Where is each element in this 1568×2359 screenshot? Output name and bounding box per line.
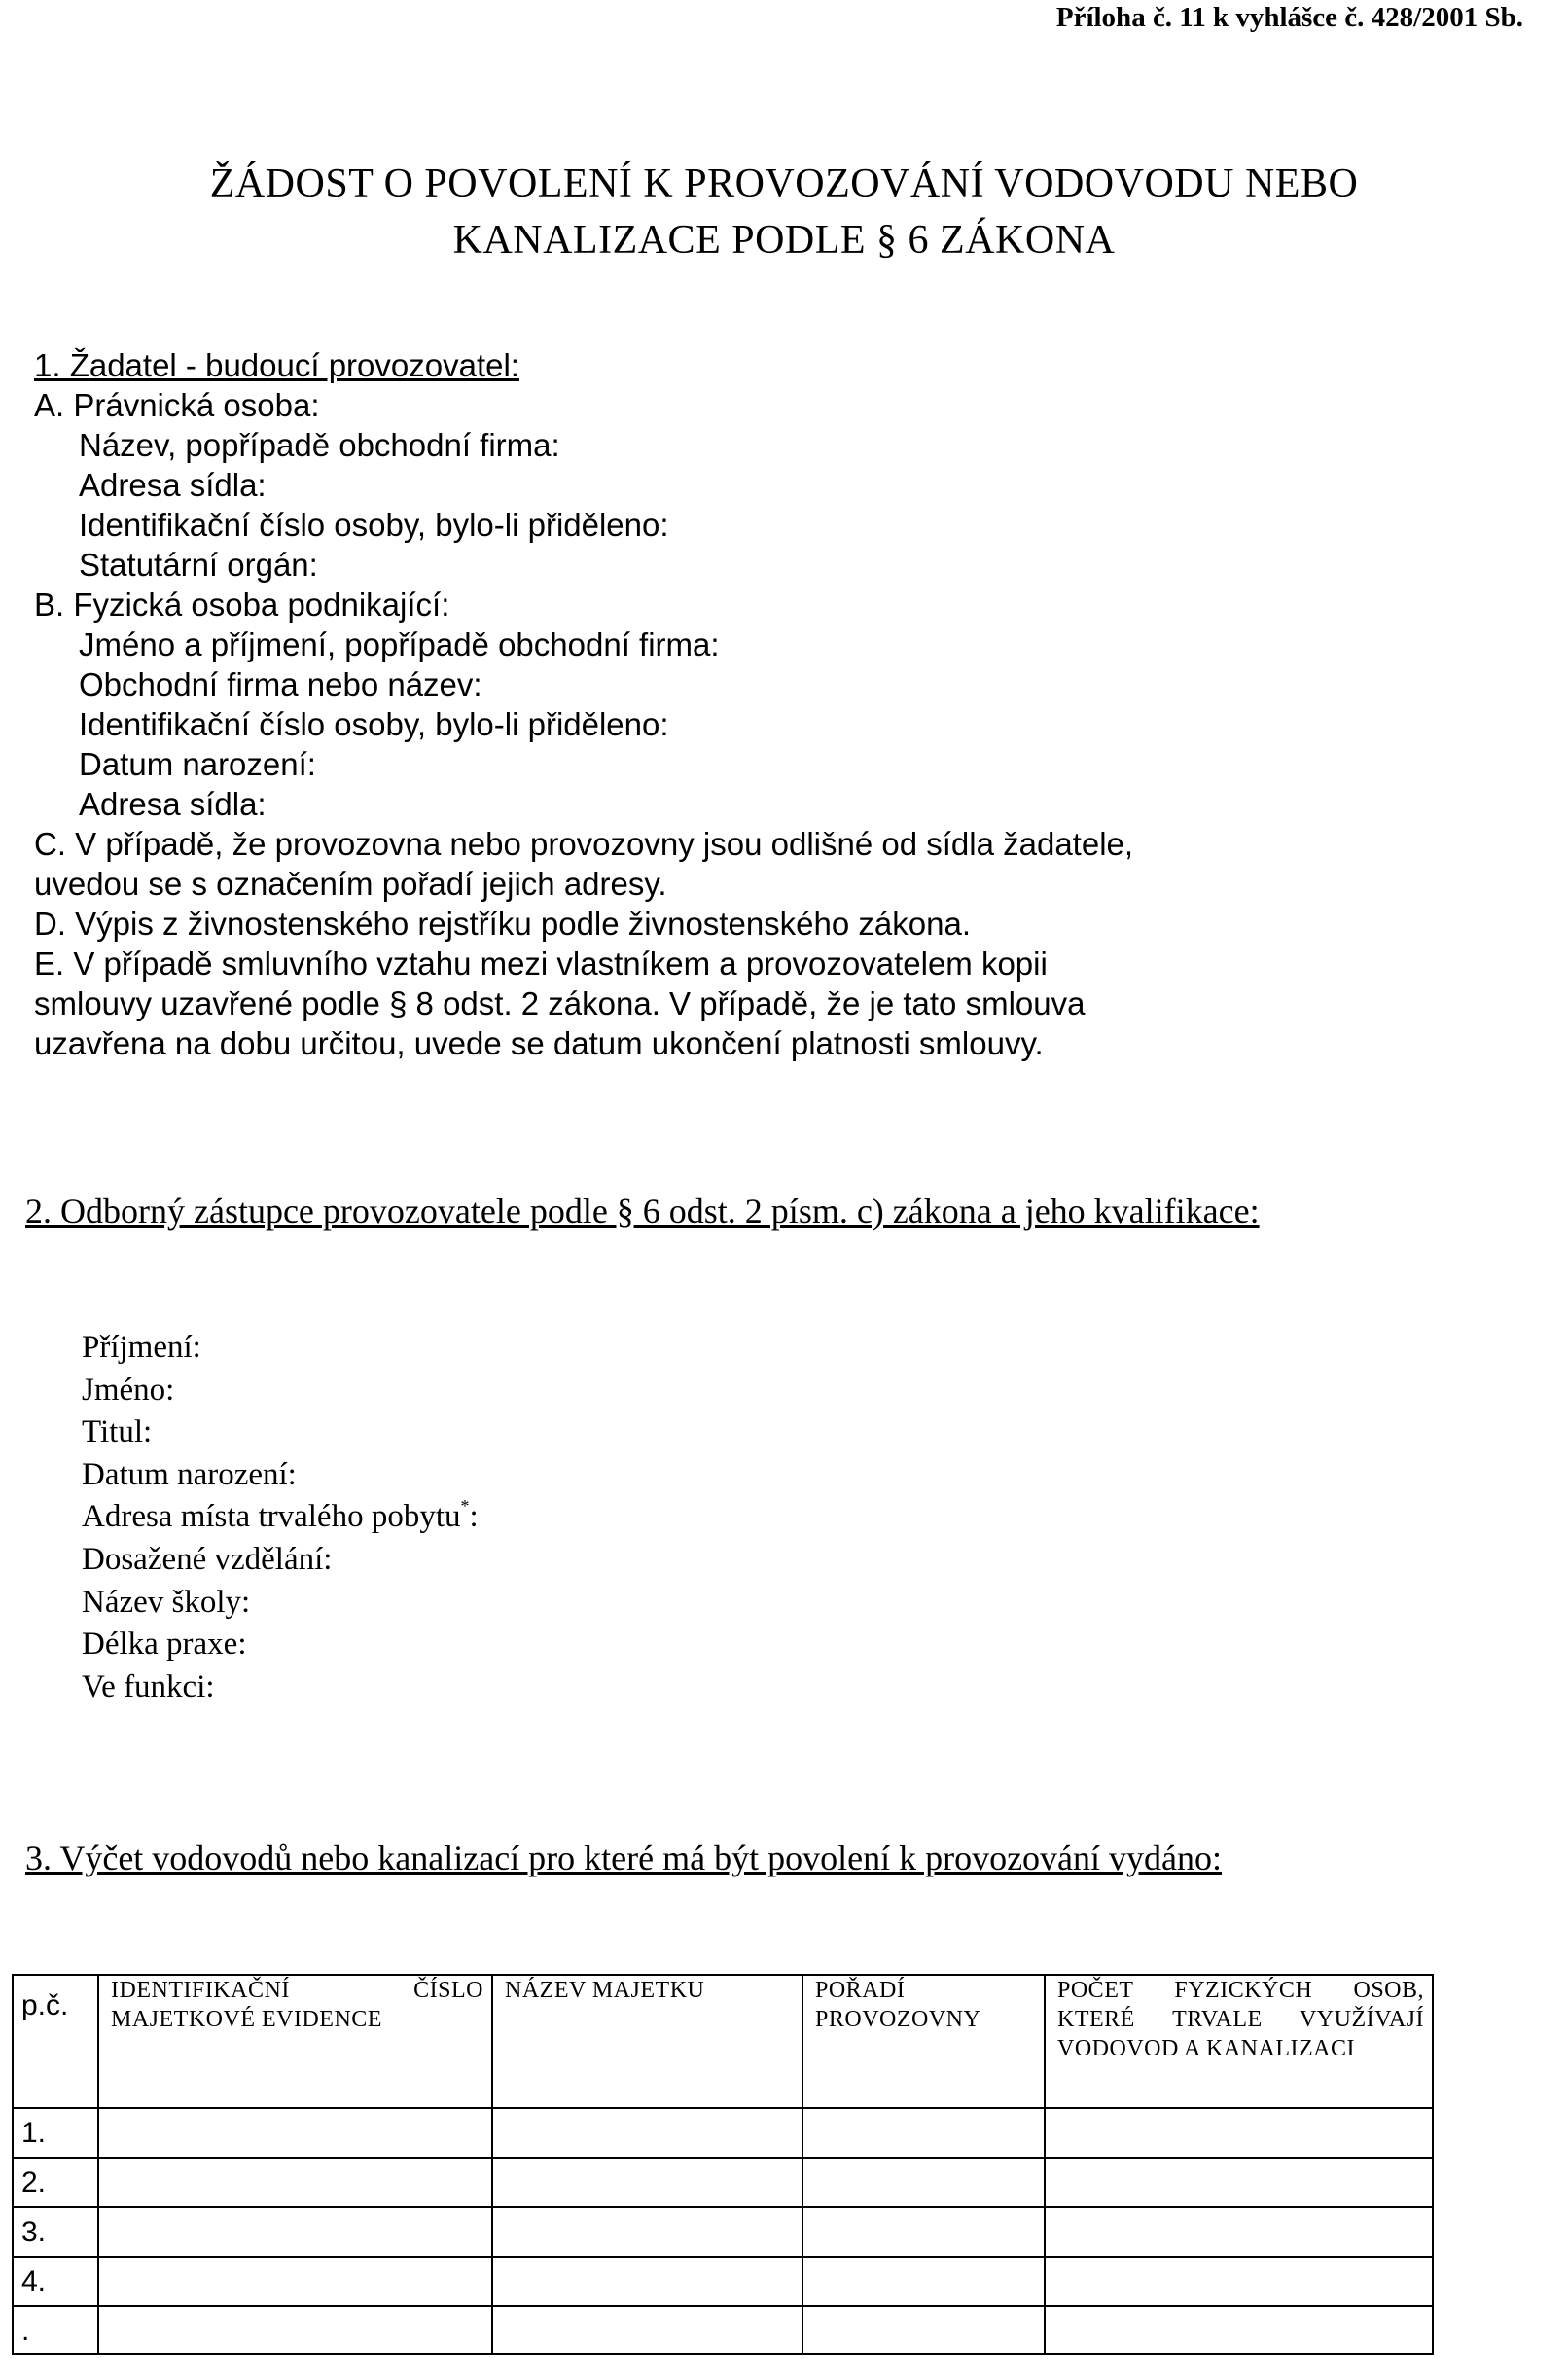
table-cell [492,2207,802,2257]
row-number: 3. [13,2207,98,2257]
table-cell [98,2158,492,2207]
table-cell [492,2257,802,2306]
legal-person-address-field: Adresa sídla: [79,467,267,503]
table-cell [802,2306,1045,2354]
birthdate-field: Datum narození: [82,1456,297,1492]
item-c-line-2: uvedou se s označením pořadí jejich adresy. [34,866,667,902]
col-header-facility-order: POŘADÍ PROVOZOVNY [802,1975,1045,2108]
legal-person-statutory-field: Statutární orgán: [79,547,318,583]
table-cell [98,2306,492,2354]
section-applicant [34,345,1513,1063]
natural-person-id-field: Identifikační číslo osoby, bylo-li přiděleno: [79,706,669,742]
row-number: 1. [13,2108,98,2158]
table-cell [492,2306,802,2354]
table-cell [1045,2257,1433,2306]
table-header-row [13,1975,1433,2108]
title-line-2: KANALIZACE PODLE § 6 ZÁKONA [452,218,1116,263]
first-name-field: Jméno: [82,1372,175,1408]
table-cell [1045,2158,1433,2207]
section-3-heading: 3. Výčet vodovodů nebo kanalizací pro které má být povolení k provozování vydáno: [25,1839,1223,1877]
table-cell [1045,2108,1433,2158]
table-cell [1045,2306,1433,2354]
regulation-reference: Příloha č. 11 k vyhlášce č. 428/2001 Sb. [1055,2,1523,33]
col-header-number: p.č. [13,1975,98,2108]
natural-person-business-name-field: Obchodní firma nebo název: [79,666,482,702]
legal-person-id-field: Identifikační číslo osoby, bylo-li přiděleno: [79,507,669,543]
legal-person-name-field: Název, popřípadě obchodní firma: [79,427,560,463]
table-row [13,2158,1433,2207]
row-number: . [13,2306,98,2354]
table-cell [802,2257,1045,2306]
table-cell [492,2108,802,2158]
row-number: 2. [13,2158,98,2207]
table-row [13,2108,1433,2158]
table-row [13,2257,1433,2306]
item-c-line-1: C. V případě, že provozovna nebo provozovny jsou odlišné od sídla žadatele, [34,826,1134,862]
section-1-heading: 1. Žadatel - budoucí provozovatel: [34,347,519,383]
item-e-line-3: uzavřena na dobu určitou, uvede se datum ukončení platnosti smlouvy. [34,1025,1044,1061]
table-cell [802,2108,1045,2158]
footnote-mark: * [460,1496,470,1517]
position-field: Ve funkci: [82,1668,215,1704]
item-e-line-2: smlouvy uzavřené podle § 8 odst. 2 zákona. V případě, že je tato smlouva [34,985,1086,1021]
table-cell [802,2207,1045,2257]
natural-person-name-field: Jméno a příjmení, popřípadě obchodní firma: [79,626,720,662]
item-e-line-1: E. V případě smluvního vztahu mezi vlastníkem a provozovatelem kopii [34,946,1048,982]
item-d-line: D. Výpis z živnostenského rejstříku podle živnostenského zákona. [34,906,971,942]
practice-length-field: Délka praxe: [82,1626,247,1662]
table-row [13,2207,1433,2257]
table-cell [1045,2207,1433,2257]
table-cell [98,2257,492,2306]
section-2-heading: 2. Odborný zástupce provozovatele podle § 6 odst. 2 písm. c) zákona a jeho kvalifikace: [25,1192,1260,1231]
title-field: Titul: [82,1414,153,1450]
table-cell [492,2158,802,2207]
table-row [13,2306,1433,2354]
col-header-asset-name: NÁZEV MAJETKU [492,1975,802,2108]
document-title [0,156,1568,268]
education-field: Dosažené vzdělání: [82,1541,333,1577]
col-header-persons-count: POČET FYZICKÝCH OSOB, KTERÉ TRVALE VYUŽÍVAJÍ VODOVOD A KANALIZACI [1045,1975,1433,2108]
natural-person-birthdate-field: Datum narození: [79,746,316,782]
school-name-field: Název školy: [82,1584,251,1620]
row-number: 4. [13,2257,98,2306]
table-cell [98,2108,492,2158]
permanent-address-colon: : [469,1499,479,1535]
surname-field: Příjmení: [82,1330,201,1365]
asset-table [12,1974,1434,2355]
permanent-address-label: Adresa místa trvalého pobytu [82,1499,461,1535]
legal-person-heading: A. Právnická osoba: [34,387,320,423]
table-cell [802,2158,1045,2207]
section-representative-fields [82,1327,479,1708]
natural-person-address-field: Adresa sídla: [79,786,267,822]
col-header-asset-id: IDENTIFIKAČNÍ ČÍSLO MAJETKOVÉ EVIDENCE [98,1975,492,2108]
title-line-1: ŽÁDOST O POVOLENÍ K PROVOZOVÁNÍ VODOVODU NEBO [209,161,1359,206]
table-cell [98,2207,492,2257]
natural-person-heading: B. Fyzická osoba podnikající: [34,587,450,623]
permanent-address-field [82,1496,479,1539]
